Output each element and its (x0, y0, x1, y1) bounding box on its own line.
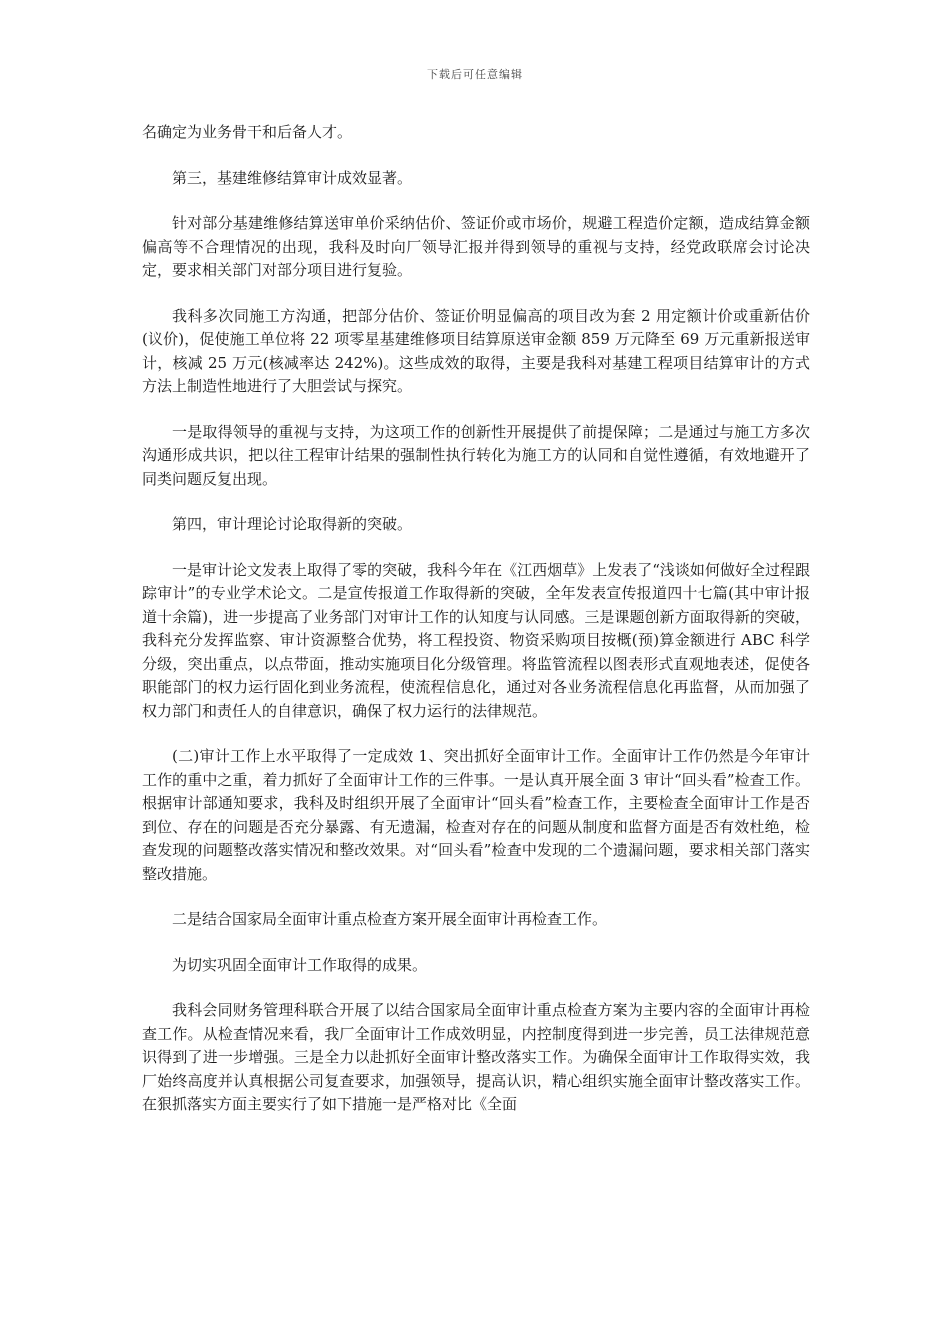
paragraph: 我科多次同施工方沟通，把部分估价、签证价明显偏高的项目改为套 2 用定额计价或重新估价(议价)，促使施工单位将 22 项零星基建维修项目结算原送审金额 859 万元降至 69 万元重新报送审计，核减 25 万元(核减率达 242%)。这些成效的取得，主要是我科对基建工程项目结算审计的方式方法上制造性地进行了大胆尝试与探究。 (142, 306, 810, 395)
section-heading: 第三，基建维修结算审计成效显著。 (172, 168, 413, 187)
paragraph: 一是审计论文发表上取得了零的突破，我科今年在《江西烟草》上发表了“浅谈如何做好全过程跟踪审计”的专业学术论文。二是宣传报道工作取得新的突破，全年发表宣传报道四十七篇(其中审计报道十余篇)，进一步提高了业务部门对审计工作的认知度与认同感。三是课题创新方面取得新的突破，我科充分发挥监察、审计资源整合优势，将工程投资、物资采购项目按概(预)算金额进行 ABC 科学分级，突出重点，以点带面，推动实施项目化分级管理。将监管流程以图表形式直观地表述，促使各职能部门的权力运行固化到业务流程，使流程信息化，通过对各业务流程信息化再监督，从而加强了权力部门和责任人的自律意识，确保了权力运行的法律规范。 (142, 560, 810, 720)
document-body (142, 121, 810, 1139)
section-heading: 第四，审计理论讨论取得新的突破。 (172, 515, 413, 533)
paragraph: 一是取得领导的重视与支持，为这项工作的创新性开展提供了前提保障；二是通过与施工方多次沟通形成共识，把以往工程审计结果的强制性执行转化为施工方的认同和自觉性遵循，有效地避开了同类问题反复出现。 (142, 422, 810, 488)
page-header: 下载后可任意编辑 (427, 68, 523, 81)
paragraph: 我科会同财务管理科联合开展了以结合国家局全面审计重点检查方案为主要内容的全面审计再检查工作。从检查情况来看，我厂全面审计工作成效明显，内控制度得到进一步完善，员工法律规范意识得到了进一步增强。三是全力以赴抓好全面审计整改落实工作。为确保全面审计工作取得实效，我厂始终高度并认真根据公司复查要求，加强领导，提高认识，精心组织实施全面审计整改落实工作。在狠抓落实方面主要实行了如下措施一是严格对比《全面 (142, 1001, 810, 1113)
paragraph: 为切实巩固全面审计工作取得的成果。 (172, 955, 428, 974)
paragraph: (二)审计工作上水平取得了一定成效 1、突出抓好全面审计工作。全面审计工作仍然是今年审计工作的重中之重，着力抓好了全面审计工作的三件事。一是认真开展全面 3 审计“回头看”检查工作。根据审计部通知要求，我科及时组织开展了全面审计“回头看”检查工作，主要检查全面审计工作是否到位、存在的问题是否充分暴露、有无遗漏，检查对存在的问题从制度和监督方面是否有效杜绝，检查发现的问题整改落实情况和整改效果。对“回头看”检查中发现的二个遗漏问题，要求相关部门落实整改措施。 (142, 747, 810, 883)
paragraph: 针对部分基建维修结算送审单价采纳估价、签证价或市场价，规避工程造价定额，造成结算金额偏高等不合理情况的出现，我科及时向厂领导汇报并得到领导的重视与支持，经党政联席会讨论决定，要求相关部门对部分项目进行复验。 (142, 214, 810, 279)
paragraph: 名确定为业务骨干和后备人才。 (142, 123, 353, 141)
paragraph: 二是结合国家局全面审计重点检查方案开展全面审计再检查工作。 (172, 910, 608, 928)
